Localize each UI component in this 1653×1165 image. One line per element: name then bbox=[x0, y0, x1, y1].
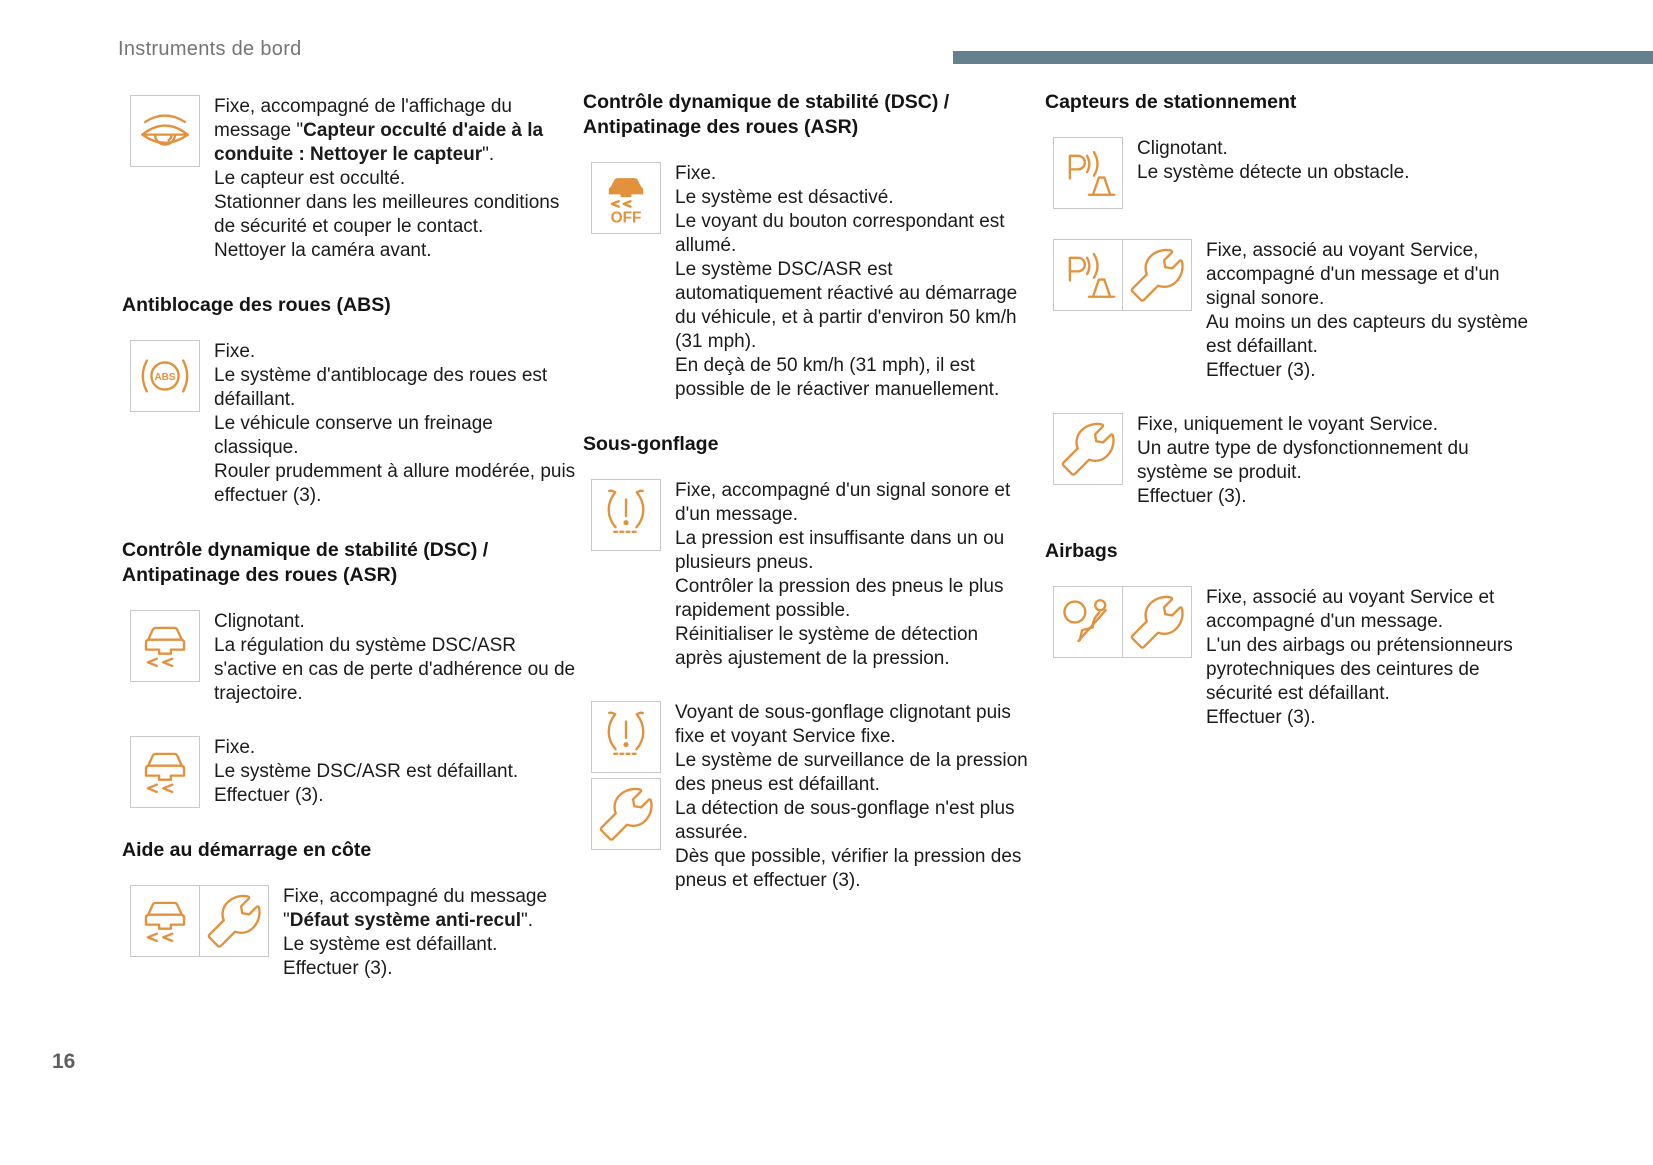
indicator-text-line: Contrôler la pression des pneus le plus rapidement possible. bbox=[675, 576, 1004, 621]
page-header-title: Instruments de bord bbox=[118, 38, 302, 60]
section-heading: Antiblocage des roues (ABS) bbox=[122, 294, 391, 316]
section-heading: Contrôle dynamique de stabilité (DSC) / Antipatinage des roues (ASR) bbox=[122, 539, 489, 586]
indicator-text-line: Fixe, associé au voyant Service, accompagné d'un message et d'un signal sonore. bbox=[1206, 240, 1500, 309]
indicator-text-line: Clignotant. bbox=[1137, 138, 1228, 159]
indicator-text-line: Réinitialiser le système de détection après ajustement de la pression. bbox=[675, 624, 979, 669]
indicator-icon-group bbox=[591, 701, 661, 850]
wrench-icon bbox=[1122, 239, 1192, 311]
indicator-description bbox=[1206, 586, 1537, 730]
section-heading: Contrôle dynamique de stabilité (DSC) / Antipatinage des roues (ASR) bbox=[583, 91, 950, 138]
text-segment: ". bbox=[521, 910, 534, 931]
warning-indicator-item bbox=[1045, 239, 1537, 383]
indicator-icon-group bbox=[1053, 239, 1192, 311]
warning-indicator-item bbox=[583, 479, 1028, 671]
indicator-icon-group bbox=[130, 610, 200, 682]
indicator-text-line: La détection de sous-gonflage n'est plus assurée. bbox=[675, 798, 1015, 843]
indicator-icon-group bbox=[130, 885, 269, 957]
indicator-text-line: Effectuer (3). bbox=[1206, 360, 1316, 381]
car-stability-icon bbox=[130, 885, 200, 957]
tire-pressure-icon bbox=[591, 479, 661, 551]
indicator-text-line: En deçà de 50 km/h (31 mph), il est possible de le réactiver manuellement. bbox=[675, 355, 1000, 400]
indicator-description bbox=[675, 162, 1028, 402]
section-heading: Sous-gonflage bbox=[583, 433, 719, 455]
abs-icon bbox=[130, 340, 200, 412]
warning-indicator-item bbox=[122, 885, 582, 981]
indicator-text-line bbox=[214, 95, 582, 167]
indicator-text-line: Le capteur est occulté. bbox=[214, 168, 406, 189]
svg-text:OFF: OFF bbox=[610, 209, 642, 227]
parking-sensor-icon bbox=[1053, 137, 1123, 209]
indicator-text-line: Clignotant. bbox=[214, 611, 305, 632]
indicator-text-line: Au moins un des capteurs du système est défaillant. bbox=[1206, 312, 1529, 357]
warning-indicator-item bbox=[1045, 413, 1537, 509]
car-stability-icon bbox=[130, 610, 200, 682]
text-segment: Fixe, accompagné de l'affichage du message " bbox=[214, 96, 512, 141]
car-stability-icon bbox=[130, 736, 200, 808]
indicator-text-line: Rouler prudemment à allure modérée, puis effectuer (3). bbox=[214, 461, 576, 506]
section-heading: Aide au démarrage en côte bbox=[122, 839, 372, 861]
wrench-icon bbox=[199, 885, 269, 957]
indicator-icon-group bbox=[591, 479, 661, 551]
indicator-description bbox=[214, 736, 518, 808]
indicator-text-line: La pression est insuffisante dans un ou plusieurs pneus. bbox=[675, 528, 1005, 573]
section-heading: Airbags bbox=[1045, 540, 1118, 562]
svg-text:ABS: ABS bbox=[154, 372, 176, 384]
indicator-text-line: Le système détecte un obstacle. bbox=[1137, 162, 1410, 183]
indicator-text-line: Effectuer (3). bbox=[1137, 486, 1247, 507]
car-stability-off-icon bbox=[591, 162, 661, 234]
warning-indicator-item bbox=[1045, 137, 1537, 209]
text-segment: Fixe, accompagné du message " bbox=[283, 886, 548, 931]
section-heading: Capteurs de stationnement bbox=[1045, 91, 1297, 113]
indicator-text-line: Un autre type de dysfonctionnement du système se produit. bbox=[1137, 438, 1469, 483]
emphasized-message-text: Capteur occulté d'aide à la conduite : Nettoyer le capteur bbox=[214, 120, 544, 165]
parking-sensor-icon bbox=[1053, 239, 1123, 311]
warning-indicator-item bbox=[583, 701, 1028, 893]
indicator-text-line: Le système est désactivé. bbox=[675, 187, 894, 208]
indicator-text-line: La régulation du système DSC/ASR s'active en cas de perte d'adhérence ou de trajectoire. bbox=[214, 635, 576, 704]
warning-indicator-item bbox=[1045, 586, 1537, 730]
indicator-icon-group bbox=[1053, 586, 1192, 658]
indicator-text-line: Dès que possible, vérifier la pression des pneus et effectuer (3). bbox=[675, 846, 1022, 891]
indicator-text-line: Le voyant du bouton correspondant est allumé. bbox=[675, 211, 1005, 256]
indicator-description bbox=[214, 95, 582, 263]
indicator-text-line: Le véhicule conserve un freinage classique. bbox=[214, 413, 493, 458]
text-segment: ". bbox=[482, 144, 495, 165]
airbag-icon bbox=[1053, 586, 1123, 658]
indicator-text-line: Nettoyer la caméra avant. bbox=[214, 240, 432, 261]
indicator-text-line: Fixe. bbox=[214, 737, 256, 758]
column-right bbox=[1045, 0, 1537, 760]
column-left bbox=[122, 0, 582, 1011]
indicator-text-line: Fixe, associé au voyant Service et accompagné d'un message. bbox=[1206, 587, 1495, 632]
indicator-text-line: Fixe, accompagné d'un signal sonore et d'un message. bbox=[675, 480, 1011, 525]
indicator-text-line: Le système d'antiblocage des roues est défaillant. bbox=[214, 365, 548, 410]
camera-obscured-icon bbox=[130, 95, 200, 167]
indicator-text-line: Effectuer (3). bbox=[283, 958, 393, 979]
indicator-description bbox=[675, 479, 1028, 671]
indicator-text-line: Le système de surveillance de la pression des pneus est défaillant. bbox=[675, 750, 1028, 795]
indicator-text-line: Effectuer (3). bbox=[1206, 707, 1316, 728]
indicator-description bbox=[283, 885, 582, 981]
indicator-text-line: L'un des airbags ou prétensionneurs pyrotechniques des ceintures de sécurité est défaillant. bbox=[1206, 635, 1513, 704]
indicator-description bbox=[1137, 413, 1537, 509]
indicator-text-line: Fixe. bbox=[214, 341, 256, 362]
indicator-description bbox=[214, 610, 582, 706]
indicator-description bbox=[1206, 239, 1537, 383]
warning-indicator-item bbox=[122, 736, 582, 808]
wrench-icon bbox=[591, 778, 661, 850]
indicator-description bbox=[214, 340, 582, 508]
indicator-icon-group bbox=[1053, 137, 1123, 209]
warning-indicator-item bbox=[122, 340, 582, 508]
indicator-text-line: Stationner dans les meilleures conditions de sécurité et couper le contact. bbox=[214, 192, 560, 237]
column-middle bbox=[583, 0, 1028, 923]
indicator-icon-group bbox=[1053, 413, 1123, 485]
indicator-text-line: Le système est défaillant. bbox=[283, 934, 498, 955]
tire-pressure-icon bbox=[591, 701, 661, 773]
indicator-text-line: Effectuer (3). bbox=[214, 785, 324, 806]
indicator-description bbox=[1137, 137, 1410, 185]
indicator-icon-group bbox=[130, 736, 200, 808]
indicator-text-line bbox=[283, 885, 582, 933]
indicator-icon-group bbox=[130, 340, 200, 412]
warning-indicator-item bbox=[122, 95, 582, 263]
wrench-icon bbox=[1053, 413, 1123, 485]
indicator-text-line: Le système DSC/ASR est défaillant. bbox=[214, 761, 519, 782]
indicator-text-line: Voyant de sous-gonflage clignotant puis fixe et voyant Service fixe. bbox=[675, 702, 1011, 747]
indicator-text-line: Fixe. bbox=[675, 163, 717, 184]
warning-indicator-item bbox=[583, 162, 1028, 402]
indicator-text-line: Fixe, uniquement le voyant Service. bbox=[1137, 414, 1438, 435]
indicator-icon-group bbox=[591, 162, 661, 234]
wrench-icon bbox=[1122, 586, 1192, 658]
indicator-icon-group bbox=[130, 95, 200, 167]
warning-indicator-item bbox=[122, 610, 582, 706]
indicator-description bbox=[675, 701, 1028, 893]
page-number: 16 bbox=[52, 1050, 76, 1073]
emphasized-message-text: Défaut système anti-recul bbox=[289, 910, 521, 931]
indicator-text-line: Le système DSC/ASR est automatiquement réactivé au démarrage du véhicule, et à partir d'environ 50 km/h (31 mph). bbox=[675, 259, 1018, 352]
